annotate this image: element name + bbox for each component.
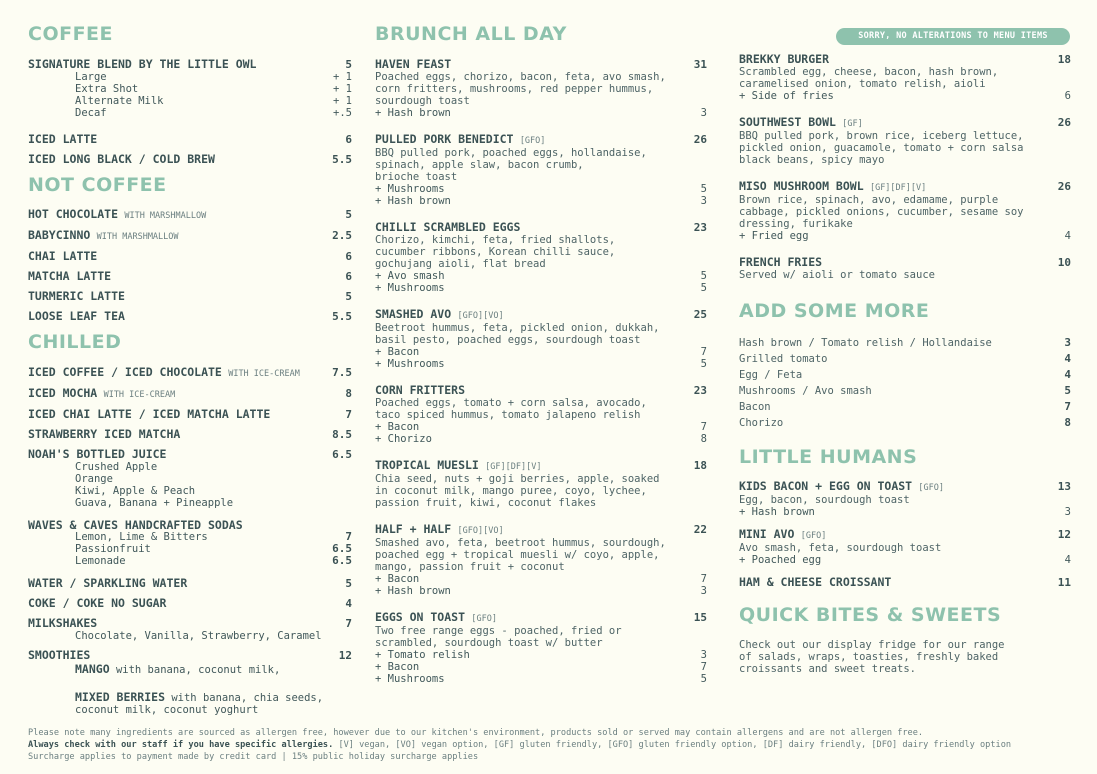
menu-item-desc: caramelised onion, tomato relish, aioli [739, 78, 986, 90]
add-on-price: 3 [1064, 335, 1071, 349]
menu-item-header [375, 221, 707, 234]
menu-item [739, 528, 1071, 566]
smoothie-mixed-berries: MIXED BERRIES with banana, chia seeds, [75, 689, 324, 704]
menu-item-desc: corn fritters, mushrooms, red pepper hummus, [375, 82, 654, 95]
menu-item [375, 611, 707, 685]
addon-row [375, 585, 707, 597]
addon-name: + Hash brown [375, 584, 451, 597]
menu-item-title [375, 611, 497, 625]
add-on-price: 7 [1064, 399, 1071, 413]
add-on-price: 4 [1064, 367, 1071, 381]
quick-bites-desc [739, 639, 1071, 675]
menu-item-desc: cabbage, pickled onions, cucumber, sesame soy [739, 206, 1024, 218]
flavour: Kiwi, Apple & Peach [75, 484, 196, 497]
footer-line-3: Surcharge applies to payment made by credit card | 15% public holiday surcharge applies [28, 752, 479, 762]
menu-item-sodas: WAVES & CAVES HANDCRAFTED SODAS [28, 517, 243, 532]
add-on-row [739, 367, 1071, 383]
menu-item-desc: Egg, bacon, sourdough toast [739, 494, 910, 507]
menu-item [739, 256, 1071, 281]
allergen-footer [28, 727, 1071, 763]
add-on-name: Hash brown / Tomato relish / Hollandaise [739, 336, 992, 349]
menu-item-header [739, 256, 1071, 269]
add-on-row [739, 351, 1071, 367]
addon-row [375, 282, 707, 294]
milkshake-flavours: Chocolate, Vanilla, Strawberry, Caramel [75, 629, 322, 642]
menu-item-smoothies: SMOOTHIES 12 [28, 647, 352, 662]
menu-item-name: TROPICAL MUESLI [375, 457, 479, 472]
menu-item-price: 26 [693, 132, 707, 146]
menu-item-price: 22 [693, 522, 707, 536]
menu-item: MATCHA LATTE 6 [28, 269, 352, 284]
menu-item-name: MISO MUSHROOM BOWL [739, 179, 864, 193]
menu-item: TURMERIC LATTE 5 [28, 289, 352, 304]
addon-price: 3 [700, 648, 707, 661]
brunch-list [375, 58, 707, 685]
menu-item [739, 180, 1071, 242]
option-row: Passionfruit 6.5 [75, 541, 352, 555]
add-on-name: Egg / Feta [739, 368, 803, 381]
footer-line-1: Please note many ingredients are sourced as allergen free, however due to our kitchen's environment, products sold or served may contain allergens and are not allergen free. [28, 728, 924, 738]
menu-item-title [375, 221, 520, 234]
menu-item: ICED MOCHA WITH ICE-CREAM 8 [28, 385, 352, 400]
menu-item-price: 25 [693, 307, 707, 321]
addon-name: + Tomato relish [375, 648, 470, 661]
smoothie-mango: MANGO with banana, coconut milk, [75, 661, 281, 676]
addon-price: 5 [700, 672, 707, 685]
menu-item-desc: Brown rice, spinach, avo, edamame, purple [739, 194, 999, 206]
menu-item [375, 58, 707, 119]
addon-price: 7 [700, 345, 707, 358]
menu-item-header [375, 611, 707, 625]
addon-price: 3 [700, 194, 707, 207]
addon-name: + Bacon [375, 345, 420, 358]
add-on-row [739, 399, 1071, 415]
add-on-row [739, 415, 1071, 431]
dietary-tag: [GFO] [800, 531, 827, 542]
addon-row [739, 230, 1071, 242]
addon-price: 6 [1064, 90, 1071, 102]
option-row: Alternate Milk + 1 [75, 94, 352, 107]
menu-item-desc: Avo smash, feta, sourdough toast [739, 542, 942, 555]
menu-item-header [739, 528, 1071, 542]
menu-item-price: 11 [1057, 576, 1071, 590]
menu-item-name: SMASHED AVO [375, 306, 452, 321]
section-title-quick-bites: QUICK BITES & SWEETS [739, 604, 1002, 627]
menu-item [739, 53, 1071, 102]
dietary-tag: [GFO] [918, 483, 945, 494]
menu-item-desc: scrambled, sourdough toast w/ butter [375, 636, 603, 649]
menu-item: CHAI LATTE 6 [28, 249, 352, 264]
addon-row [375, 661, 707, 673]
menu-item-header [375, 459, 707, 473]
dietary-tag: [GFO][VO] [457, 525, 504, 536]
addon-price: 4 [1064, 554, 1071, 567]
addon-price: 8 [700, 432, 707, 445]
right-list [739, 53, 1071, 281]
menu-item [375, 221, 707, 294]
column-brunch [375, 22, 707, 685]
add-on-price: 8 [1064, 415, 1071, 429]
menu-item-desc: gochujang aioli, flat bread [375, 257, 546, 270]
menu-item-water: WATER / SPARKLING WATER 5 [28, 575, 352, 590]
menu-item-price: 13 [1057, 480, 1071, 494]
add-on-name: Chorizo [739, 416, 784, 429]
addon-name: + Fried egg [739, 230, 809, 242]
addon-name: + Mushrooms [375, 182, 445, 195]
menu-item-desc: BBQ pulled pork, poached eggs, hollandaise, [375, 146, 647, 159]
menu-item-header [375, 58, 707, 71]
menu-item-title [739, 528, 826, 542]
menu-item-header [375, 308, 707, 322]
menu-item-desc: Beetroot hummus, feta, pickled onion, dukkah, [375, 321, 660, 334]
menu-item [739, 116, 1071, 166]
menu-item-milkshakes: MILKSHAKES 7 [28, 615, 352, 630]
addon-name: + Bacon [375, 572, 420, 585]
little-humans-list [739, 480, 1071, 589]
menu-item-price: 23 [693, 383, 707, 397]
menu-item-title [375, 384, 465, 397]
quick-bites-line: croissants and sweet treats. [739, 662, 917, 675]
menu-item-name: SOUTHWEST BOWL [739, 115, 836, 129]
addon-price: 3 [700, 106, 707, 119]
addon-row [375, 673, 707, 685]
spacer [739, 22, 1071, 53]
addon-name: + Mushrooms [375, 672, 445, 685]
addon-name: + Hash brown [375, 194, 451, 207]
add-on-name: Grilled tomato [739, 352, 828, 365]
menu-item-name: FRENCH FRIES [739, 255, 823, 269]
menu-item-header [375, 384, 707, 397]
menu-item-desc: poached egg + tropical muesli w/ coyo, apple, [375, 548, 660, 561]
menu-item-desc: Served w/ aioli or tomato sauce [739, 269, 935, 281]
menu-item: LOOSE LEAF TEA 5.5 [28, 309, 352, 324]
add-on-price: 5 [1064, 383, 1071, 397]
menu-item-desc: Smashed avo, feta, beetroot hummus, sourdough, [375, 536, 666, 549]
menu-item [375, 459, 707, 509]
menu-item-price: 18 [693, 458, 707, 472]
section-title-little-humans: LITTLE HUMANS [739, 445, 918, 468]
section-title-not-coffee: NOT COFFEE [28, 173, 167, 196]
menu-item: HOT CHOCOLATE WITH MARSHMALLOW 5 [28, 207, 352, 222]
menu-item-desc: basil pesto, poached eggs, sourdough toast [375, 333, 641, 346]
addon-price: 7 [700, 660, 707, 673]
menu-item-title [739, 576, 891, 589]
menu-item-title [375, 133, 545, 147]
menu-item-name: KIDS BACON + EGG ON TOAST [739, 479, 913, 494]
dietary-tag: [GF][DF][V] [869, 183, 927, 193]
quick-bites-line: Check out our display fridge for our range [739, 638, 1005, 651]
menu-item-iced-long-black: ICED LONG BLACK / COLD BREW 5.5 [28, 151, 352, 166]
menu-item-desc: taco spiced hummus, tomato jalapeno relish [375, 408, 641, 421]
add-on-row [739, 335, 1071, 351]
menu-item-header [739, 116, 1071, 130]
menu-item: ICED CHAI LATTE / ICED MATCHA LATTE 7 [28, 406, 352, 421]
menu-item-name: BREKKY BURGER [739, 52, 830, 66]
menu-item-name: HALF + HALF [375, 521, 452, 536]
addon-price: 3 [1064, 506, 1071, 519]
menu-item-header [375, 523, 707, 537]
addon-price: 7 [700, 572, 707, 585]
menu-item-desc: Poached eggs, tomato + corn salsa, avocado, [375, 396, 647, 409]
menu-item-price: 15 [693, 610, 707, 624]
add-on-name: Mushrooms / Avo smash [739, 384, 872, 397]
dietary-tag: [GFO][VO] [457, 310, 504, 321]
no-alterations-badge: SORRY, NO ALTERATIONS TO MENU ITEMS [836, 28, 1070, 45]
menu-item-price: 23 [693, 220, 707, 234]
option-row: Decaf +.5 [75, 106, 352, 119]
addon-price: 5 [700, 269, 707, 282]
addon-price: 5 [700, 357, 707, 370]
menu-item-header [739, 576, 1071, 589]
menu-item-name: CORN FRITTERS [375, 382, 466, 397]
menu-item-desc: spinach, apple slaw, bacon crumb, [375, 158, 584, 171]
addon-row [739, 90, 1071, 102]
menu-item-header [739, 480, 1071, 494]
menu-item-desc: Chorizo, kimchi, feta, fried shallots, [375, 233, 616, 246]
menu-item-desc: BBQ pulled pork, brown rice, iceberg lettuce, [739, 130, 1024, 142]
menu-item: ICED COFFEE / ICED CHOCOLATE WITH ICE-CREAM 7.5 [28, 364, 352, 379]
addon-price: 3 [700, 584, 707, 597]
addon-name: + Chorizo [375, 432, 432, 445]
addon-price: 5 [700, 182, 707, 195]
addon-row [375, 195, 707, 207]
addon-name: + Bacon [375, 660, 420, 673]
menu-item-title [739, 53, 829, 66]
menu-item-name: CHILLI SCRAMBLED EGGS [375, 219, 521, 234]
menu-item: BABYCINNO WITH MARSHMALLOW 2.5 [28, 228, 352, 243]
option-row: Lemonade 6.5 [75, 553, 352, 567]
menu-item-name: HAM & CHEESE CROISSANT [739, 575, 892, 590]
menu-item [375, 133, 707, 207]
flavour: Orange [75, 472, 113, 485]
menu-item-price: 26 [1057, 180, 1071, 193]
menu-item-price: 31 [693, 57, 707, 71]
menu-item-desc: sourdough toast [375, 94, 470, 107]
menu-item-iced-latte: ICED LATTE 6 [28, 131, 352, 146]
addon-row [375, 421, 707, 433]
menu-item-title [375, 58, 451, 71]
menu-item [375, 384, 707, 445]
menu-item-desc: dressing, furikake [739, 218, 853, 230]
option-row: Extra Shot + 1 [75, 82, 352, 95]
menu-item-desc: black beans, spicy mayo [739, 154, 885, 166]
menu-item-name: HAVEN FEAST [375, 56, 452, 71]
section-title-brunch: BRUNCH ALL DAY [375, 23, 567, 45]
add-on-name: Bacon [739, 400, 771, 413]
menu-item-coke: COKE / COKE NO SUGAR 4 [28, 595, 352, 610]
menu-item [375, 523, 707, 597]
flavour: Crushed Apple [75, 460, 158, 473]
column-mains-extras [739, 22, 1071, 675]
addon-name: + Hash brown [739, 506, 815, 519]
menu-item: STRAWBERRY ICED MATCHA 8.5 [28, 426, 352, 441]
addon-name: + Bacon [375, 420, 420, 433]
add-on-price: 4 [1064, 351, 1071, 365]
addon-row [375, 270, 707, 282]
addon-row [375, 433, 707, 445]
section-title-chilled: CHILLED [28, 331, 122, 354]
menu-item-desc: pickled onion, guacamole, tomato + corn salsa [739, 142, 1024, 154]
menu-item-signature-blend: SIGNATURE BLEND BY THE LITTLE OWL 5 [28, 56, 352, 71]
add-on-row [739, 383, 1071, 399]
menu-item-name: EGGS ON TOAST [375, 609, 466, 624]
addon-name: + Hash brown [375, 106, 451, 119]
addon-row [375, 183, 707, 195]
footer-line-2: Always check with our staff if you have specific allergies. [V] vegan, [VO] vegan option, [GF] gluten friendly, [GFO] gluten friendly option, [DF] dairy friendly, [DFO] dairy friendly option [28, 740, 1012, 750]
addon-name: + Mushrooms [375, 281, 445, 294]
addon-row [375, 573, 707, 585]
menu-item-title [375, 459, 541, 473]
menu-item-desc: passion fruit, kiwi, coconut flakes [375, 496, 597, 509]
flavour: Guava, Banana + Pineapple [75, 496, 234, 509]
addon-name: + Poached egg [739, 554, 822, 567]
menu-item-title [739, 256, 822, 269]
menu-item-desc: cucumber ribbons, Korean chilli sauce, [375, 245, 616, 258]
menu-item-title [739, 180, 926, 194]
option-row: Large + 1 [75, 70, 352, 83]
addon-row [375, 358, 707, 370]
menu-item-desc: Two free range eggs - poached, fried or [375, 624, 622, 637]
menu-item-desc: mango, passion fruit + coconut [375, 560, 565, 573]
menu-item-price: 10 [1057, 256, 1071, 269]
dietary-tag: [GF][DF][V] [485, 461, 542, 472]
column-drinks [28, 22, 352, 716]
menu-item-header [375, 133, 707, 147]
addon-price: 4 [1064, 230, 1071, 242]
addon-name: + Avo smash [375, 269, 445, 282]
menu-item [375, 308, 707, 370]
menu-item-header [739, 180, 1071, 194]
menu-item-price: 12 [1057, 528, 1071, 542]
menu-item-price: 18 [1057, 53, 1071, 66]
quick-bites-line: of salads, wraps, toasties, freshly baked [739, 650, 999, 663]
menu-item-title [739, 116, 863, 130]
addon-price: 5 [700, 281, 707, 294]
dietary-tag: [GF] [842, 119, 863, 129]
menu-item-title [739, 480, 944, 494]
menu-item-bottled-juice: NOAH'S BOTTLED JUICE 6.5 [28, 446, 352, 461]
addon-row [739, 506, 1071, 518]
menu-item-name: MINI AVO [739, 527, 795, 542]
menu-item-desc: Scrambled egg, cheese, bacon, hash brown, [739, 66, 999, 78]
smoothie-mixed-berries-desc: coconut milk, coconut yoghurt [75, 703, 259, 716]
menu-item [739, 576, 1071, 589]
option-row: Lemon, Lime & Bitters 7 [75, 529, 352, 543]
menu-item-title [375, 308, 504, 322]
menu-item-desc: in coconut milk, mango puree, coyo, lychee, [375, 484, 647, 497]
addon-row [375, 649, 707, 661]
menu-item-desc: Poached eggs, chorizo, bacon, feta, avo smash, [375, 70, 666, 83]
addon-name: + Side of fries [739, 90, 834, 102]
addon-name: + Mushrooms [375, 357, 445, 370]
menu-item-desc: brioche toast [375, 170, 458, 183]
dietary-tag: [GFO] [471, 613, 497, 624]
menu-item-name: PULLED PORK BENEDICT [375, 131, 514, 146]
menu-item-desc: Chia seed, nuts + goji berries, apple, soaked [375, 472, 660, 485]
menu-item [739, 480, 1071, 518]
section-title-coffee: COFFEE [28, 23, 114, 45]
menu-item-title [375, 523, 504, 537]
addon-row [375, 346, 707, 358]
add-some-more-list [739, 335, 1071, 431]
addon-row [375, 107, 707, 119]
section-title-add-some-more: ADD SOME MORE [739, 300, 930, 322]
menu-item-price: 26 [1057, 116, 1071, 129]
dietary-tag: [GFO] [519, 135, 546, 146]
menu-item-header [739, 53, 1071, 66]
addon-row [739, 554, 1071, 566]
addon-price: 7 [700, 420, 707, 433]
